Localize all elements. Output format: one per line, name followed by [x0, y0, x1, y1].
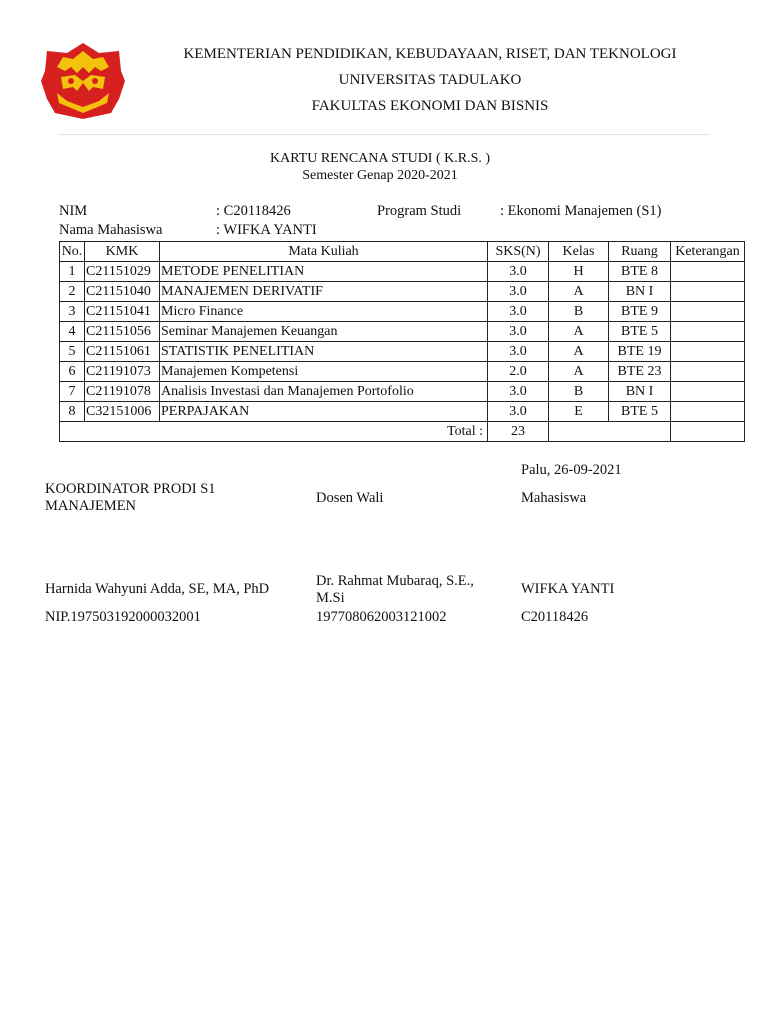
cell-no: 7 — [60, 382, 85, 402]
cell-kelas: A — [549, 362, 609, 382]
cell-mata-kuliah: METODE PENELITIAN — [160, 262, 488, 282]
table-header-row — [60, 242, 745, 262]
cell-keterangan — [671, 362, 745, 382]
cell-no: 3 — [60, 302, 85, 322]
cell-ruang: BTE 23 — [609, 362, 671, 382]
header-divider — [58, 134, 710, 135]
cell-kelas: B — [549, 302, 609, 322]
cell-keterangan — [671, 262, 745, 282]
mahasiswa-role: Mahasiswa — [521, 490, 587, 506]
university-logo — [41, 41, 125, 119]
cell-kmk: C32151006 — [85, 402, 160, 422]
cell-kmk: C21191073 — [85, 362, 160, 382]
koordinator-nip: NIP.197503192000032001 — [45, 609, 201, 625]
cell-sks: 3.0 — [488, 342, 549, 362]
cell-ruang: BN I — [609, 382, 671, 402]
semester-title: Semester Genap 2020-2021 — [302, 168, 458, 183]
cell-kmk: C21151029 — [85, 262, 160, 282]
cell-sks: 3.0 — [488, 282, 549, 302]
cell-ruang: BTE 19 — [609, 342, 671, 362]
cell-sks: 2.0 — [488, 362, 549, 382]
university-name: UNIVERSITAS TADULAKO — [338, 72, 522, 88]
cell-mata-kuliah: Micro Finance — [160, 302, 488, 322]
cell-ruang: BTE 8 — [609, 262, 671, 282]
cell-keterangan — [671, 282, 745, 302]
cell-no: 6 — [60, 362, 85, 382]
cell-keterangan — [671, 302, 745, 322]
cell-kelas: A — [549, 342, 609, 362]
dosen-name-line2: M.Si — [316, 590, 345, 606]
course-table — [59, 241, 745, 442]
cell-mata-kuliah: Analisis Investasi dan Manajemen Portofolio — [160, 382, 488, 402]
nim-value: : C20118426 — [216, 203, 291, 219]
cell-keterangan — [671, 342, 745, 362]
table-row — [60, 382, 745, 402]
cell-no: 1 — [60, 262, 85, 282]
cell-kelas: A — [549, 322, 609, 342]
name-value: : WIFKA YANTI — [216, 222, 317, 238]
cell-kmk: C21151040 — [85, 282, 160, 302]
table-row — [60, 262, 745, 282]
cell-mata-kuliah: STATISTIK PENELITIAN — [160, 342, 488, 362]
cell-kelas: A — [549, 282, 609, 302]
total-empty — [549, 422, 671, 442]
mahasiswa-name: WIFKA YANTI — [521, 581, 615, 597]
ministry-name: KEMENTERIAN PENDIDIKAN, KEBUDAYAAN, RISET, DAN TEKNOLOGI — [183, 46, 677, 62]
program-value: : Ekonomi Manajemen (S1) — [500, 203, 662, 219]
cell-sks: 3.0 — [488, 302, 549, 322]
cell-keterangan — [671, 322, 745, 342]
table-row — [60, 282, 745, 302]
cell-ruang: BN I — [609, 282, 671, 302]
cell-kmk: C21191078 — [85, 382, 160, 402]
name-label: Nama Mahasiswa — [59, 222, 163, 238]
koordinator-role-line2: MANAJEMEN — [45, 498, 137, 514]
cell-ruang: BTE 9 — [609, 302, 671, 322]
nim-label: NIM — [59, 203, 88, 219]
cell-sks: 3.0 — [488, 382, 549, 402]
cell-kelas: B — [549, 382, 609, 402]
cell-sks: 3.0 — [488, 262, 549, 282]
cell-keterangan — [671, 402, 745, 422]
cell-no: 5 — [60, 342, 85, 362]
cell-mata-kuliah: MANAJEMEN DERIVATIF — [160, 282, 488, 302]
table-row — [60, 402, 745, 422]
table-row — [60, 342, 745, 362]
table-row — [60, 302, 745, 322]
cell-ruang: BTE 5 — [609, 402, 671, 422]
cell-kmk: C21151056 — [85, 322, 160, 342]
cell-mata-kuliah: PERPAJAKAN — [160, 402, 488, 422]
cell-ruang: BTE 5 — [609, 322, 671, 342]
header-no: No. — [60, 242, 85, 262]
document-title: KARTU RENCANA STUDI ( K.R.S. ) — [269, 151, 491, 166]
header-kmk: KMK — [85, 242, 160, 262]
cell-kelas: E — [549, 402, 609, 422]
header-keterangan: Keterangan — [671, 242, 745, 262]
mahasiswa-nim: C20118426 — [521, 609, 589, 625]
faculty-name: FAKULTAS EKONOMI DAN BISNIS — [311, 98, 549, 114]
cell-kmk: C21151041 — [85, 302, 160, 322]
header-sks: SKS(N) — [488, 242, 549, 262]
dosen-name-line1: Dr. Rahmat Mubaraq, S.E., — [316, 573, 474, 589]
header-kelas: Kelas — [549, 242, 609, 262]
total-row — [60, 422, 745, 442]
place-date: Palu, 26-09-2021 — [521, 462, 622, 478]
cell-no: 4 — [60, 322, 85, 342]
cell-kelas: H — [549, 262, 609, 282]
total-keterangan — [671, 422, 745, 442]
program-label: Program Studi — [377, 203, 462, 219]
cell-mata-kuliah: Seminar Manajemen Keuangan — [160, 322, 488, 342]
dosen-role: Dosen Wali — [316, 490, 384, 506]
koordinator-role-line1: KOORDINATOR PRODI S1 — [45, 481, 216, 497]
table-row — [60, 322, 745, 342]
cell-mata-kuliah: Manajemen Kompetensi — [160, 362, 488, 382]
koordinator-name: Harnida Wahyuni Adda, SE, MA, PhD — [45, 581, 270, 597]
total-label: Total : — [60, 422, 488, 442]
dosen-nip: 197708062003121002 — [316, 609, 447, 625]
cell-sks: 3.0 — [488, 322, 549, 342]
cell-no: 2 — [60, 282, 85, 302]
cell-no: 8 — [60, 402, 85, 422]
total-value: 23 — [488, 422, 549, 442]
table-row — [60, 362, 745, 382]
cell-sks: 3.0 — [488, 402, 549, 422]
cell-kmk: C21151061 — [85, 342, 160, 362]
header-mata-kuliah: Mata Kuliah — [160, 242, 488, 262]
cell-keterangan — [671, 382, 745, 402]
header-ruang: Ruang — [609, 242, 671, 262]
